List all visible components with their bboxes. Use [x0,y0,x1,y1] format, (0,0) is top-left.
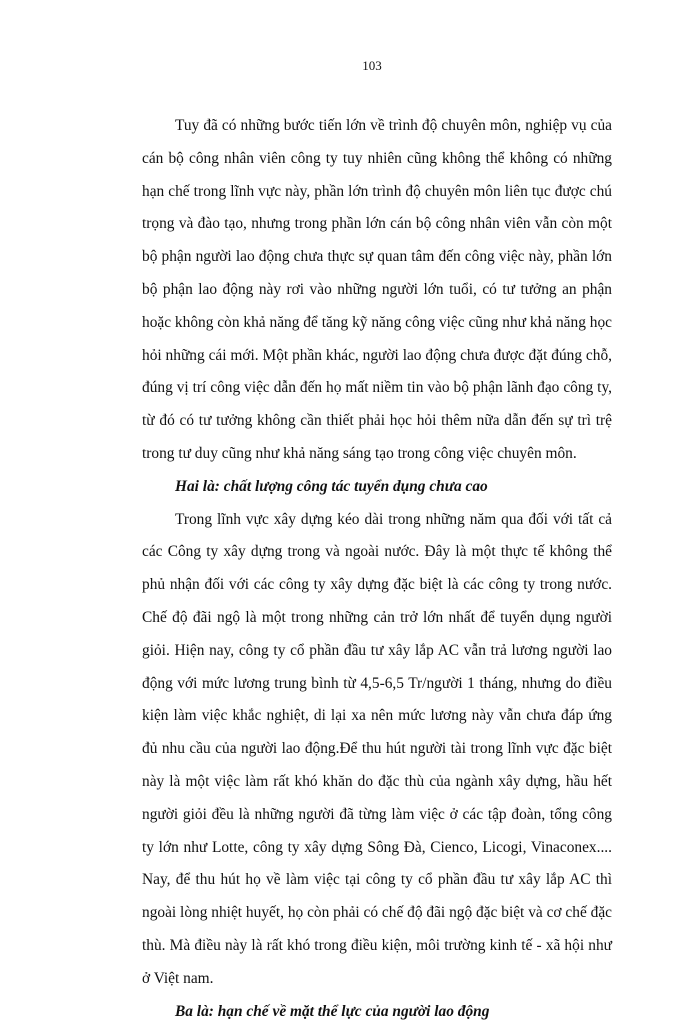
heading-recruitment-quality: Hai là: chất lượng công tác tuyển dụng chưa cao [175,477,488,495]
heading-physical-limitations: Ba là: hạn chế về mặt thể lực của người lao động [175,1002,490,1020]
paragraph-training-limitations: Tuy đã có những bước tiến lớn về trình độ chuyên môn, nghiệp vụ của cán bộ công nhân viên công ty tuy nhiên cũng không thể không có những hạn chế trong lĩnh vực này, phần lớn trình độ chuyên môn liên tục được chú trọng và đào tạo, nhưng trong phần lớn cán bộ công nhân viên vẫn còn một bộ phận người lao động chưa thực sự quan tâm đến công việc này, phần lớn bộ phận lao động này rơi vào những người lớn tuổi, có tư tưởng an phận hoặc không còn khả năng để tăng kỹ năng công việc cũng như khả năng học hỏi những cái mới. Một phần khác, người lao động chưa được đặt đúng chỗ, đúng vị trí công việc dẫn đến họ mất niềm tin vào bộ phận lãnh đạo công ty, từ đó có tư tưởng không cần thiết phải học hỏi thêm nữa dẫn đến sự trì trệ trong tư duy cũng như khả năng sáng tạo trong công việc chuyên môn. [142,117,612,462]
paragraph-recruitment: Trong lĩnh vực xây dựng kéo dài trong những năm qua đối với tất cả các Công ty xây dựng trong và ngoài nước. Đây là một thực tế không thể phủ nhận đối với các công ty xây dựng đặc biệt là các công ty trong nước. Chế độ đãi ngộ là một trong những cản trở lớn nhất để tuyển dụng người giỏi. Hiện nay, công ty cổ phần đầu tư xây lắp AC vẫn trả lương người lao động với mức lương trung bình từ 4,5-6,5 Tr/người 1 tháng, nhưng do điều kiện làm việc khắc nghiệt, di lại xa nên mức lương này vẫn chưa đáp ứng đủ nhu cầu của người lao động.Để thu hút người tài trong lĩnh vực đặc biệt này là một việc làm rất khó khăn do đặc thù của ngành xây dựng, hầu hết người giỏi đều là những người đã từng làm việc ở các tập đoàn, tổng công ty lớn như Lotte, công ty xây dựng Sông Đà, Cienco, Licogi, Vinaconex.... Nay, để thu hút họ về làm việc tại công ty cổ phần đầu tư xây lắp AC thì ngoài lòng nhiệt huyết, họ còn phải có chế độ đãi ngộ đặc biệt và cơ chế đặc thù. Mà điều này là rất khó trong điều kiện, môi trường kinh tế - xã hội như ở Việt nam. [142,510,612,987]
page-number: 103 [362,58,382,73]
page-body [142,110,612,1028]
